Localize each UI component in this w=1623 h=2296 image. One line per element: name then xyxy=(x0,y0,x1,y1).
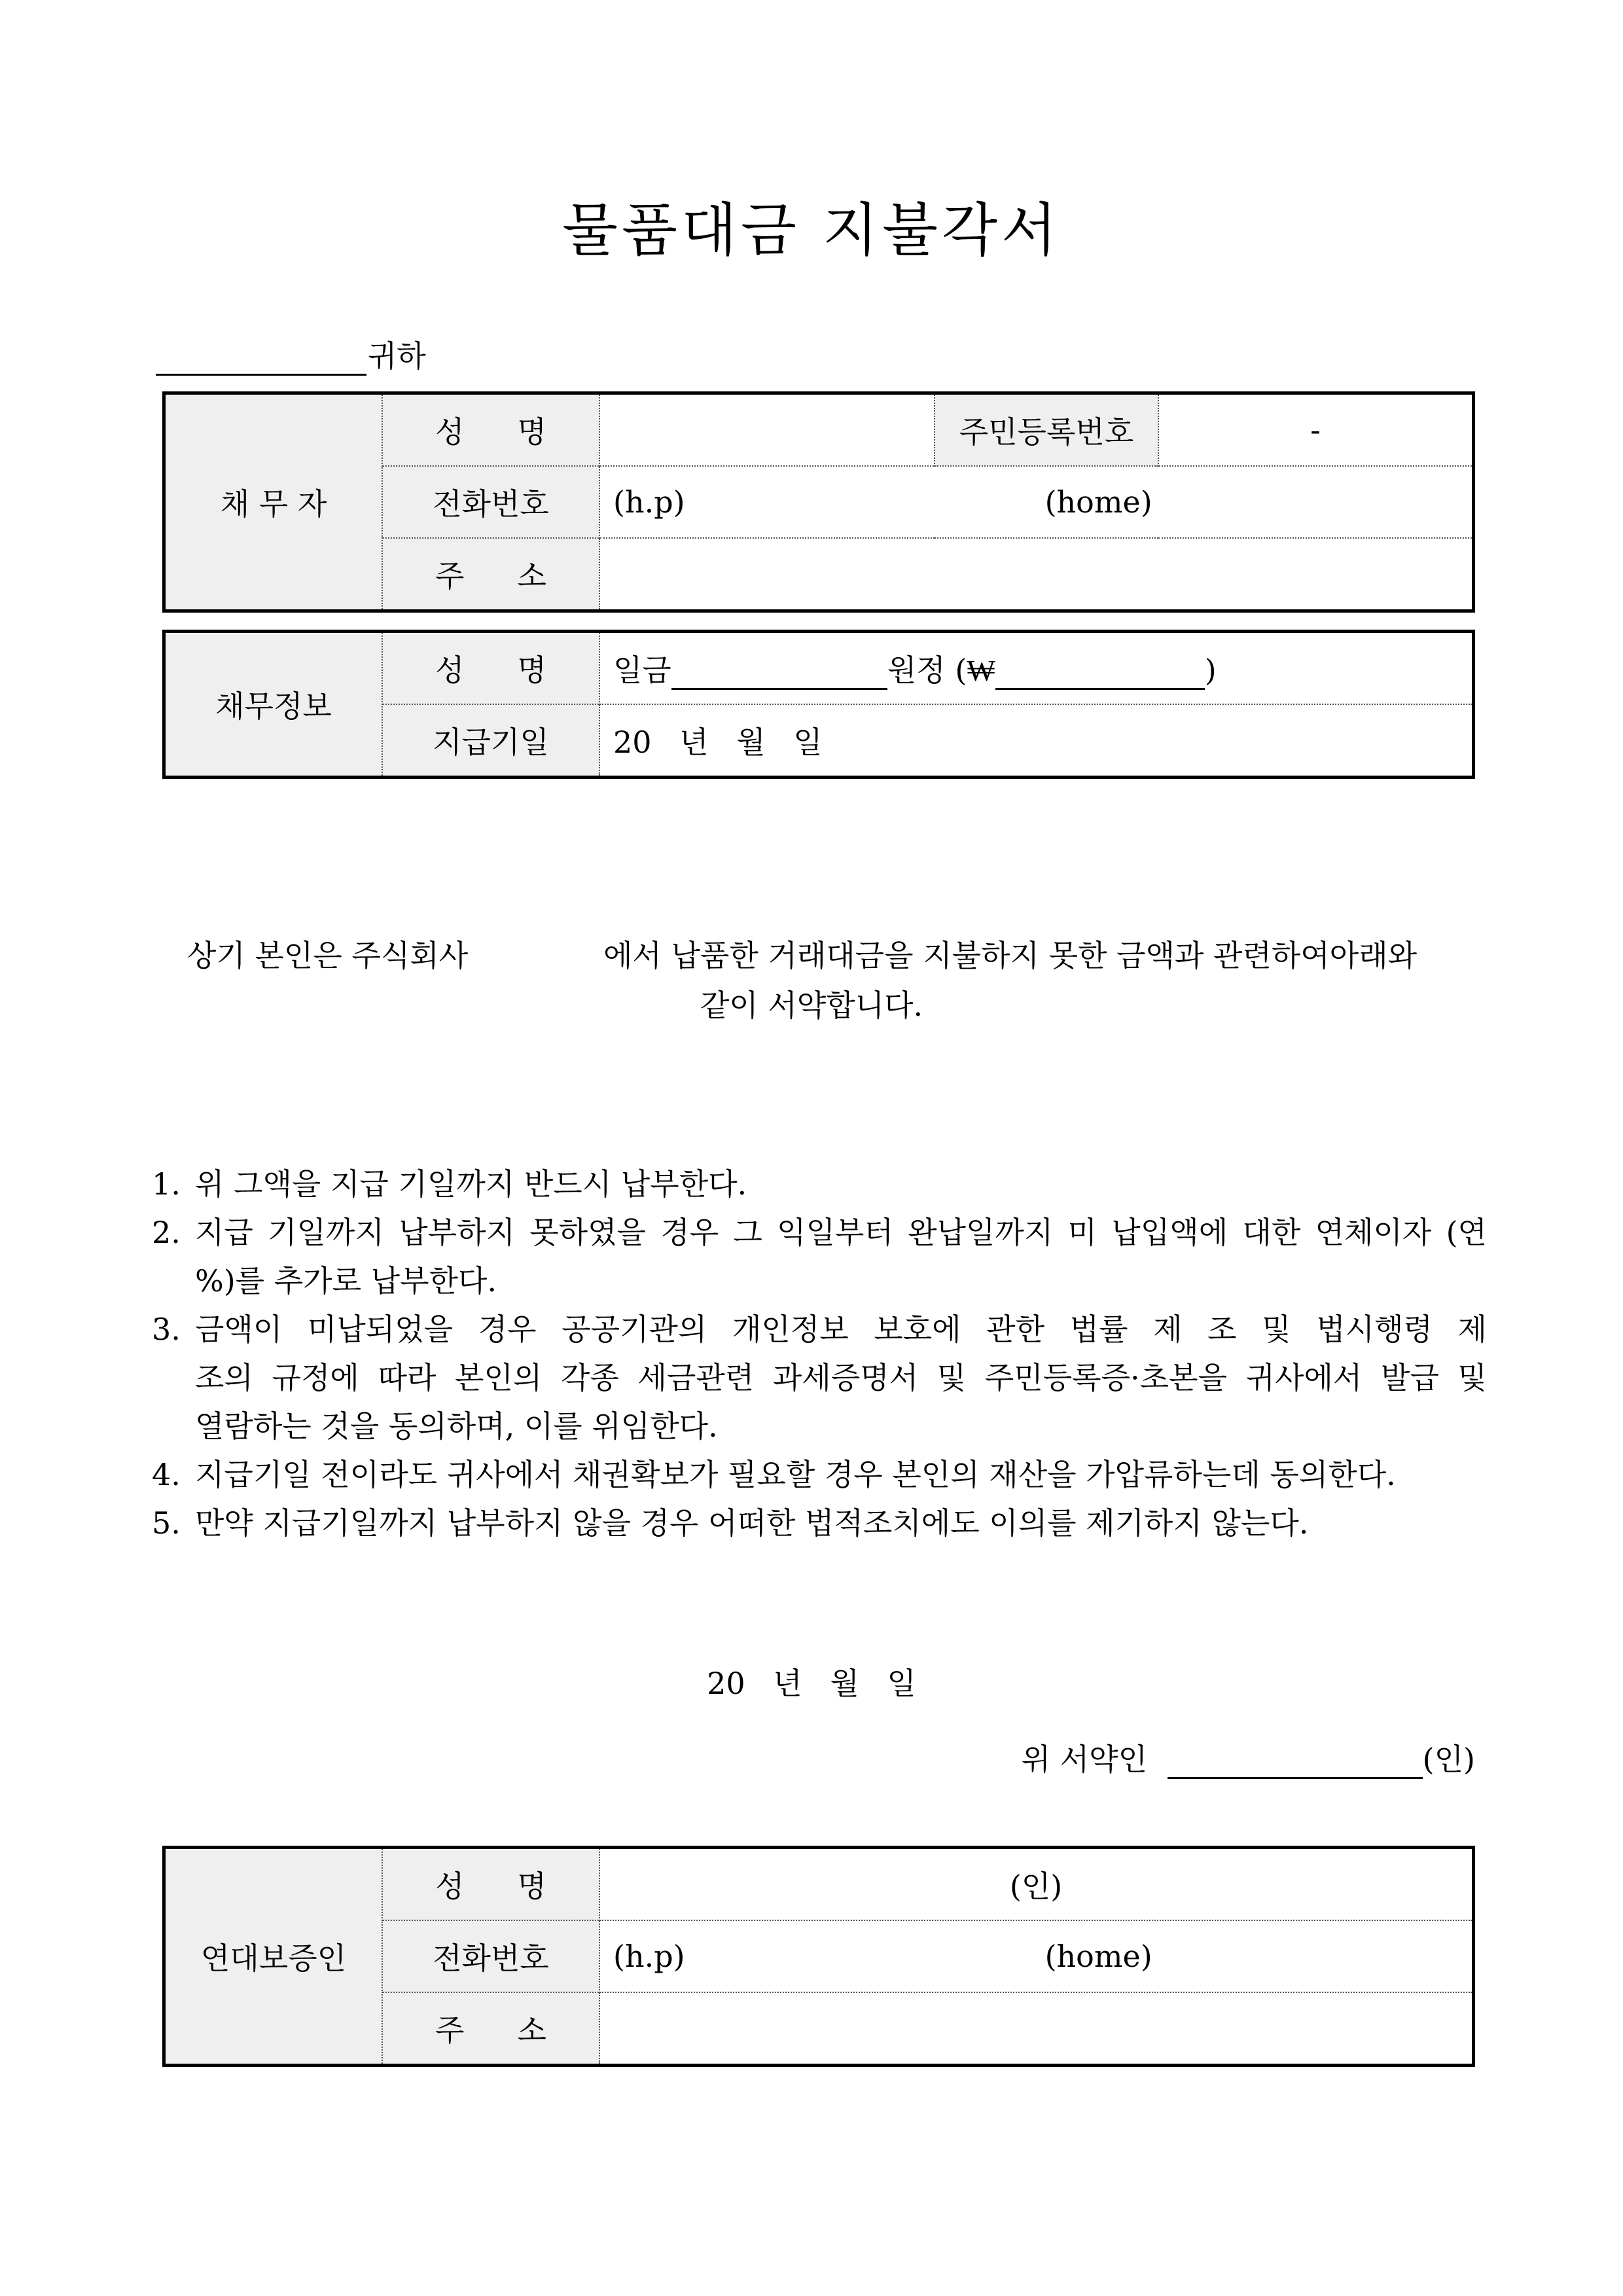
addressee-line xyxy=(156,332,426,372)
guarantor-phone-home: (home) xyxy=(1044,1939,1152,1974)
due-date-label: 지급기일 xyxy=(382,704,599,778)
debtor-rrn-label: 주민등록번호 xyxy=(935,393,1158,467)
guarantor-seal: (인) xyxy=(1009,1869,1063,1904)
sign-date: 20 년 월 일 xyxy=(707,1666,916,1701)
debtor-table xyxy=(162,391,1475,613)
agreement-item-continuation: 조의 규정에 따라 본인의 각종 세금관련 과세증명서 및 주민등록증·초본을 귀사에서 발급 및 xyxy=(195,1360,1487,1395)
signer-line xyxy=(1022,1736,1475,1779)
intro-line-2: 같이 서약합니다. xyxy=(700,988,923,1023)
debtor-address-field[interactable] xyxy=(599,538,1474,611)
guarantor-phone-hp: (h.p) xyxy=(613,1939,685,1974)
agreement-item: 5. 만약 지급기일까지 납부하지 않을 경우 어떠한 법적조치에도 이의를 제기하지 않는다. xyxy=(152,1505,1309,1541)
addressee-blank[interactable] xyxy=(156,344,366,376)
debt-info-group-label: 채무정보 xyxy=(164,632,383,778)
guarantor-address-label: 주 소 xyxy=(382,1992,599,2066)
signer-blank[interactable] xyxy=(1168,1747,1423,1779)
due-date-field[interactable]: 20 년 월 일 xyxy=(599,704,1474,778)
intro-part2: 에서 납품한 거래대금을 지불하지 못한 금액과 관련하여아래와 xyxy=(603,938,1418,973)
agreement-items xyxy=(152,1160,1487,1547)
amount-prefix: 일금 xyxy=(613,653,671,688)
amount-korean-blank[interactable] xyxy=(671,658,887,690)
agreement-item: 3. 금액이 미납되었을 경우 공공기관의 개인정보 보호에 관한 법률 제 조 및 법시행령 제 xyxy=(152,1312,1487,1347)
intro-part1: 상기 본인은 주식회사 xyxy=(187,938,469,973)
debtor-phone-home: (home) xyxy=(1044,484,1152,520)
guarantor-name-label: 성 명 xyxy=(382,1848,599,1921)
agreement-item: 4. 지급기일 전이라도 귀사에서 채권확보가 필요할 경우 본인의 재산을 가압류하는데 동의한다. xyxy=(152,1457,1396,1492)
signer-seal: (인) xyxy=(1422,1742,1475,1777)
guarantor-phone-label: 전화번호 xyxy=(382,1920,599,1992)
debt-info-table xyxy=(162,630,1475,779)
debtor-name-label: 성 명 xyxy=(382,393,599,467)
debtor-group-label: 채 무 자 xyxy=(164,393,383,611)
amount-mid: 원정 (₩ xyxy=(887,653,995,688)
debtor-rrn-field[interactable]: - xyxy=(1310,412,1321,448)
agreement-item: 2. 지급 기일까지 납부하지 못하였을 경우 그 익일부터 완납일까지 미 납입액에 대한 연체이자 (연 xyxy=(152,1215,1487,1250)
debt-amount-label: 성 명 xyxy=(382,632,599,705)
guarantor-address-field[interactable] xyxy=(599,1992,1474,2066)
guarantor-group-label: 연대보증인 xyxy=(164,1848,383,2066)
guarantor-phone-field[interactable] xyxy=(599,1920,1474,1992)
signer-label: 위 서약인 xyxy=(1021,1742,1148,1777)
debtor-phone-field[interactable] xyxy=(599,466,1474,538)
amount-number-blank[interactable] xyxy=(995,658,1205,690)
agreement-item-continuation: %)를 추가로 납부한다. xyxy=(195,1263,497,1299)
document-title: 물품대금 지불각서 xyxy=(562,196,1061,264)
agreement-item-continuation: 열람하는 것을 동의하며, 이를 위임한다. xyxy=(195,1408,718,1444)
amount-suffix: ) xyxy=(1204,653,1217,688)
agreement-item: 1. 위 그액을 지급 기일까지 반드시 납부한다. xyxy=(152,1166,747,1202)
debt-amount-field[interactable] xyxy=(599,632,1474,705)
guarantor-table xyxy=(162,1846,1475,2067)
debtor-name-field[interactable] xyxy=(599,393,935,467)
addressee-suffix: 귀하 xyxy=(368,338,426,374)
debtor-address-label: 주 소 xyxy=(382,538,599,611)
guarantor-name-field[interactable] xyxy=(599,1848,1474,1921)
debtor-phone-hp: (h.p) xyxy=(613,484,685,520)
debtor-phone-label: 전화번호 xyxy=(382,466,599,538)
